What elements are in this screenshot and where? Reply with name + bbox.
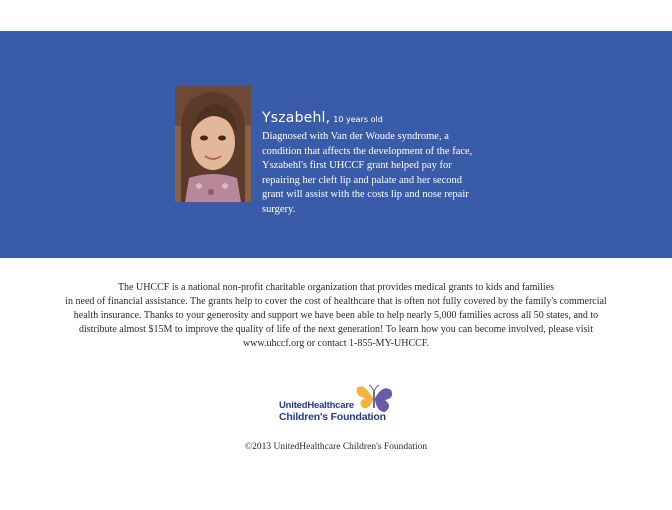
logo-line-2: Children's Foundation bbox=[279, 411, 386, 423]
body-line: in need of financial assistance. The grants help to cover the cost of healthcare that is often not fully covered by the family's commercial bbox=[65, 296, 607, 307]
child-photo bbox=[175, 86, 251, 202]
copyright-text: ©2013 UnitedHealthcare Children's Foundation bbox=[244, 442, 428, 452]
child-age: 10 years old bbox=[333, 115, 383, 124]
logo-line-1: UnitedHealthcare bbox=[279, 400, 354, 411]
story-heading bbox=[262, 110, 477, 128]
foundation-description bbox=[40, 281, 632, 351]
uhccf-logo bbox=[275, 382, 405, 430]
body-line: health insurance. Thanks to your generosity and support we have been able to help nearly 5,000 families across all 50 states, and to bbox=[73, 310, 599, 321]
story-block bbox=[262, 110, 477, 217]
butterfly-icon bbox=[355, 382, 395, 414]
child-name: Yszabehl, bbox=[262, 110, 331, 126]
story-description: Diagnosed with Van der Woude syndrome, a condition that affects the development of the face, Yszabehl's first UHCCF grant helped pay for repairing her cleft lip and palate and her second grant will assist with the costs lip and nose repair surgery. bbox=[262, 131, 473, 215]
body-line: www.uhccf.org or contact 1-855-MY-UHCCF. bbox=[242, 338, 430, 349]
body-line: distribute almost $15M to improve the quality of life of the next generation! To learn how you can become involved, please visit bbox=[79, 324, 593, 335]
body-line: The UHCCF is a national non-profit charitable organization that provides medical grants to kids and families bbox=[117, 282, 555, 293]
